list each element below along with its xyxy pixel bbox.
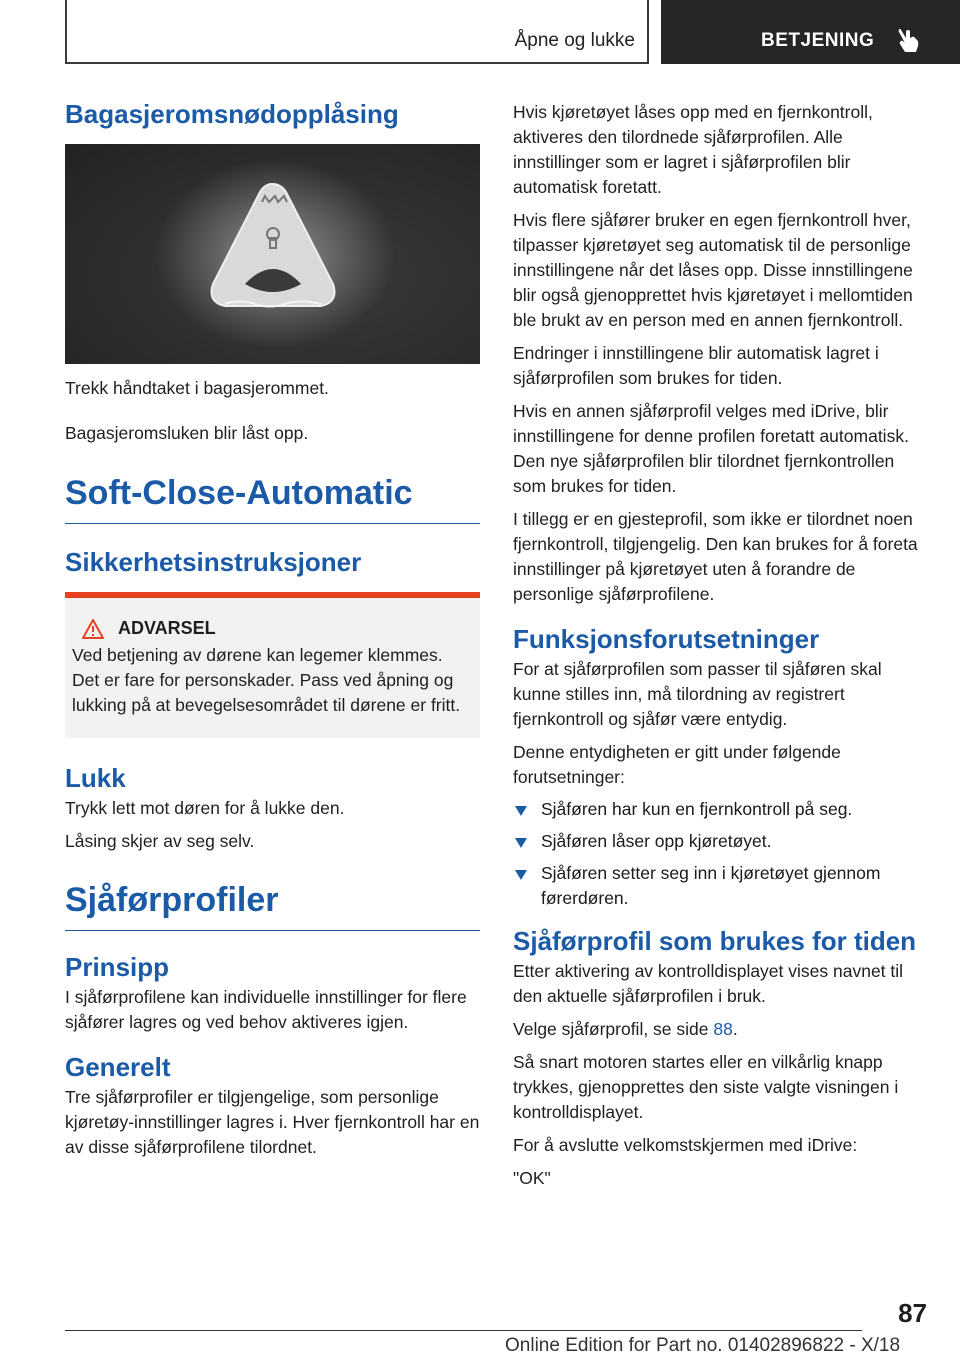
- header-chapter-title: BETJENING: [761, 30, 875, 51]
- warning-box: [65, 592, 480, 738]
- heading-bagasjeromsnodopplasing: Bagasjeromsnødopplåsing: [65, 99, 399, 129]
- heading-sjaforprofiler: Sjåførprofiler: [65, 881, 279, 919]
- footer-rule: [65, 1330, 862, 1331]
- heading-sikkerhetsinstruksjoner: Sikkerhetsinstruksjoner: [65, 547, 362, 577]
- text-brukes-3: Så snart motoren startes eller en vilkårlig knapp trykkes, gjenopprettes den siste valgte visningen i kontrolldisplayet.: [513, 1052, 899, 1122]
- text-brukes-1: Etter aktivering av kontrolldisplayet vises navnet til den aktuelle sjåførprofilen i bruk.: [513, 961, 904, 1006]
- pointing-hand-icon: [897, 26, 921, 54]
- text-right-3: Endringer i innstillingene blir automatisk lagret i sjåførprofilen som brukes for tiden.: [513, 343, 879, 388]
- warning-header: [72, 618, 474, 639]
- list-item: Sjåføren låser opp kjøretøyet.: [513, 829, 927, 854]
- warning-text: Ved betjening av dørene kan legemer klemmes. Det er fare for personskader. Pass ved åpning og lukking på at bevegelsesområdet til dørene er fritt.: [72, 645, 461, 715]
- text-funksjon-2: Denne entydigheten er gitt under følgende forutsetninger:: [513, 742, 841, 787]
- text-lukk-2: Låsing skjer av seg selv.: [65, 831, 255, 851]
- header-chapter-box: [661, 0, 960, 64]
- heading-generelt: Generelt: [65, 1052, 171, 1082]
- bullet-list: [513, 797, 927, 911]
- text-velge: [513, 1017, 927, 1042]
- text-right-4: Hvis en annen sjåførprofil velges med iDrive, blir innstillingene for denne profilen foretatt automatisk. Den nye sjåførprofilen blir tilordnet fjernkontrollen som brukes for tiden.: [513, 401, 909, 496]
- text-right-1: Hvis kjøretøyet låses opp med en fjernkontroll, aktiveres den tilordnede sjåførprofilen. Alle innstillinger som er lagret i sjåførprofilen blir automatisk foretatt.: [513, 102, 873, 197]
- heading-rule: [65, 523, 480, 524]
- warning-title: ADVARSEL: [118, 618, 216, 638]
- text-velge-suffix: .: [732, 1019, 738, 1039]
- text-trekk: Trekk håndtaket i bagasjerommet.: [65, 378, 329, 398]
- text-right-2: Hvis flere sjåfører bruker en egen fjernkontroll hver, tilpasser kjøretøyet seg automatisk til de personlige innstillingene når det låses opp. Disse innstillingene blir også gjenopprettet hvis kjøretøyet i mellomtiden ble brukt av en person med en annen fjernkontroll.: [513, 210, 913, 330]
- warning-triangle-icon: [82, 619, 104, 639]
- page-link-88[interactable]: 88: [713, 1019, 733, 1039]
- footer-edition: Online Edition for Part no. 01402896822 - X/18: [505, 1335, 901, 1356]
- heading-lukk: Lukk: [65, 763, 126, 793]
- trunk-release-photo: [65, 144, 480, 364]
- header-section-box: [65, 0, 649, 64]
- heading-prinsipp: Prinsipp: [65, 952, 170, 982]
- page-number: 87: [898, 1298, 927, 1328]
- text-luken: Bagasjeromsluken blir låst opp.: [65, 423, 309, 443]
- heading-funksjonsforutsetninger: Funksjonsforutsetninger: [513, 624, 820, 654]
- list-item: Sjåføren har kun en fjernkontroll på seg.: [513, 797, 927, 822]
- text-generelt: Tre sjåførprofiler er tilgjengelige, som personlige kjøretøy-innstillinger lagres i. Hver fjernkontroll har en av disse sjåførprofilene tilordnet.: [65, 1087, 480, 1157]
- trunk-emergency-release-handle-icon: [65, 144, 480, 364]
- text-right-5: I tillegg er en gjesteprofil, som ikke er tilordnet noen fjernkontroll, tilgjengelig. Den kan brukes for å foreta innstillinger på kjøretøyet uten å forandre de personlige sjåførprofilene.: [513, 509, 918, 604]
- left-column: [65, 96, 480, 1160]
- right-column: [513, 100, 927, 1191]
- text-funksjon-1: For at sjåførprofilen som passer til sjåføren skal kunne stilles inn, må tilordning av registrert fjernkontroll og sjåfør være entydig.: [513, 659, 882, 729]
- list-item: Sjåføren setter seg inn i kjøretøyet gjennom førerdøren.: [513, 861, 927, 911]
- text-lukk-1: Trykk lett mot døren for å lukke den.: [65, 798, 345, 818]
- text-velge-prefix: Velge sjåførprofil, se side: [513, 1019, 714, 1039]
- heading-soft-close-automatic: Soft-Close-Automatic: [65, 474, 413, 512]
- text-ok: "OK": [513, 1168, 551, 1188]
- header-section-title: Åpne og lukke: [514, 30, 635, 51]
- text-brukes-4: For å avslutte velkomstskjermen med iDrive:: [513, 1135, 858, 1155]
- heading-sjaforprofil-som-brukes: Sjåførprofil som brukes for tiden: [513, 926, 917, 956]
- heading-rule: [65, 930, 480, 931]
- text-prinsipp: I sjåførprofilene kan individuelle innstillinger for flere sjåfører lagres og ved behov aktiveres igjen.: [65, 987, 467, 1032]
